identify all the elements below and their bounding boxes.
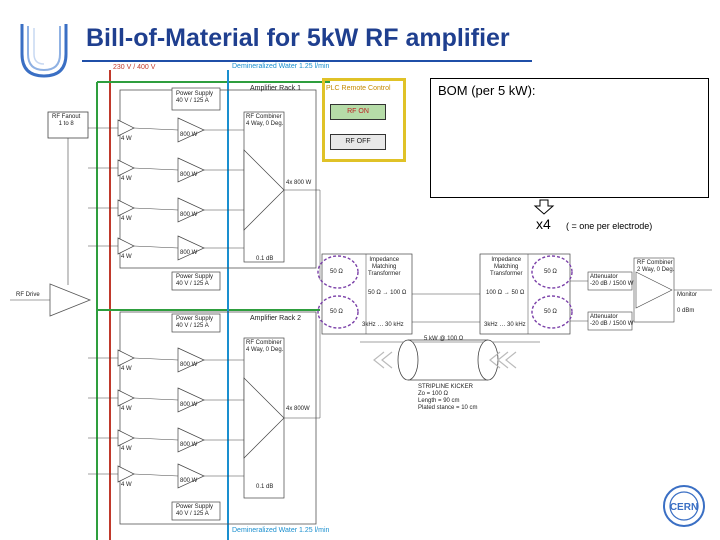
slide-title: Bill-of-Material for 5kW RF amplifier	[86, 24, 510, 52]
ratio-left-label: 50 Ω → 100 Ω	[368, 290, 407, 296]
attenuator1-label: Attenuator -20 dB / 1500 W	[590, 274, 634, 287]
stage-4w-label: 4 W	[121, 406, 132, 412]
stage-4w-label: 4 W	[121, 176, 132, 182]
ratio-right-label: 100 Ω → 50 Ω	[486, 290, 525, 296]
stage-4w-label: 4 W	[121, 482, 132, 488]
stage-800w-label: 800 W	[180, 362, 198, 368]
psu-label: Power Supply	[176, 504, 214, 510]
bom-heading: BOM (per 5 kW):	[438, 83, 536, 98]
impedance-right-label: Impedance Matching Transformer	[490, 257, 523, 277]
combiner2-output: 4x 800W	[286, 406, 310, 412]
stage-4w-label: 4 W	[121, 216, 132, 222]
combiner2-label: RF Combiner 4 Way, 0 Deg.	[246, 340, 284, 353]
rf-off-button[interactable]: RF OFF	[330, 134, 386, 150]
stripline-kicker-label: STRIPLINE KICKER Zo = 100 Ω Length = 90 cm Plated stance = 10 cm	[418, 384, 478, 411]
plc-title: PLC Remote Control	[326, 85, 391, 92]
stage-4w-label: 4 W	[121, 136, 132, 142]
stage-800w-label: 800 W	[180, 132, 198, 138]
psu-rating: 40 V / 125 A	[176, 98, 209, 104]
combiner2-loss: 0.1 dB	[256, 484, 274, 490]
rf-drive-label: RF Drive	[16, 292, 40, 298]
monitor-label: Monitor	[677, 292, 698, 298]
cern-logo	[662, 484, 706, 528]
psu-rating: 40 V / 125 A	[176, 281, 209, 287]
water-label-top: Demineralized Water 1.25 l/min	[232, 63, 330, 70]
rf-on-button[interactable]: RF ON	[330, 104, 386, 120]
psu-rating: 40 V / 125 A	[176, 323, 209, 329]
svg-text:CERN: CERN	[669, 502, 699, 513]
stage-800w-label: 800 W	[180, 250, 198, 256]
impedance-left-label: Impedance Matching Transformer	[368, 257, 401, 277]
stage-800w-label: 800 W	[180, 402, 198, 408]
psu-label: Power Supply	[176, 274, 214, 280]
rack2-label: Amplifier Rack 2	[250, 315, 301, 322]
psu-rating: 40 V / 125 A	[176, 511, 209, 517]
resistor-50-label: 50 Ω	[330, 269, 343, 275]
freq-left-label: 3kHz … 30 kHz	[362, 322, 404, 328]
stage-800w-label: 800 W	[180, 172, 198, 178]
psu-label: Power Supply	[176, 91, 214, 97]
stage-800w-label: 800 W	[180, 212, 198, 218]
stage-800w-label: 800 W	[180, 478, 198, 484]
resistor-50-label: 50 Ω	[544, 309, 557, 315]
combiner1-loss: 0.1 dB	[256, 256, 274, 262]
resistor-50-label: 50 Ω	[544, 269, 557, 275]
output-combiner-label: RF Combiner 2 Way, 0 Deg.	[637, 260, 675, 273]
bom-multiplier-note: ( = one per electrode)	[566, 221, 653, 231]
stage-4w-label: 4 W	[121, 366, 132, 372]
combiner1-label: RF Combiner 4 Way, 0 Deg.	[246, 114, 284, 127]
psu-label: Power Supply	[176, 316, 214, 322]
rack1-label: Amplifier Rack 1	[250, 85, 301, 92]
bom-multiplier: x4	[536, 216, 551, 232]
freq-right-label: 3kHz … 30 kHz	[484, 322, 526, 328]
stage-800w-label: 800 W	[180, 442, 198, 448]
attenuator2-label: Attenuator -20 dB / 1500 W	[590, 314, 634, 327]
rf-fanout-label: RF Fanout 1 to 8	[52, 114, 81, 127]
combiner1-output: 4x 800 W	[286, 180, 312, 186]
resistor-50-label: 50 Ω	[330, 309, 343, 315]
stage-4w-label: 4 W	[121, 254, 132, 260]
line-power-label: 5 kW @ 100 Ω	[424, 336, 464, 342]
water-label-bottom: Demineralized Water 1.25 l/min	[232, 527, 330, 534]
mains-label: 230 V / 400 V	[113, 64, 156, 71]
stage-4w-label: 4 W	[121, 446, 132, 452]
monitor-db-label: 0 dBm	[677, 308, 695, 314]
